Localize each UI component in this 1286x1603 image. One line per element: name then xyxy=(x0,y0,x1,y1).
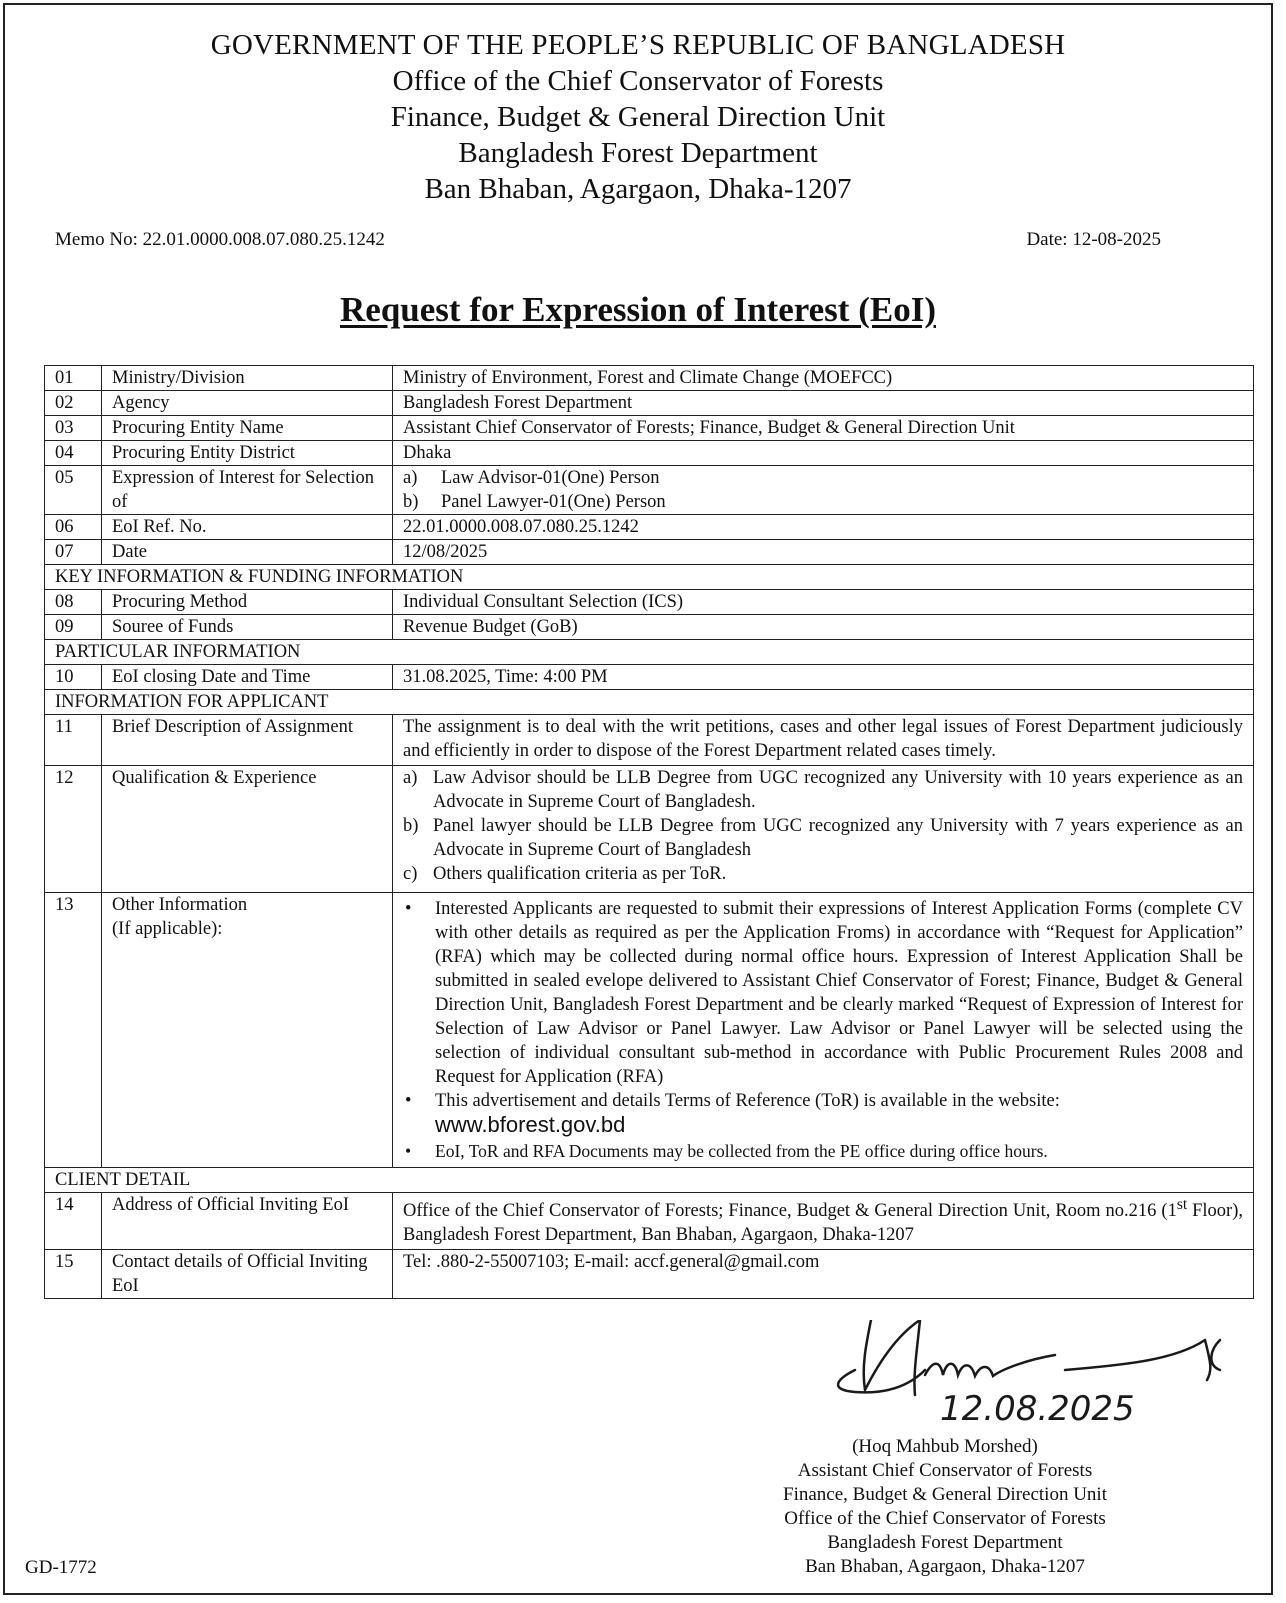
table-row xyxy=(45,540,1254,565)
section-row xyxy=(45,640,1254,665)
row-value xyxy=(393,766,1254,893)
eoi-table xyxy=(44,365,1254,1299)
item-text: Interested Applicants are requested to submit their expressions of Interest Application Forms (complete CV with other details as required as per the Application Froms) in accordance with “Request for Application” (RFA) which may be collected during normal office hours. Expression of Interest Application Shall be submitted in sealed evelope delivered to Assistant Chief Conservator of Forest; Finance, Budget & General Direction Unit, Bangladesh Forest Department and be clearly marked “Request of Expression of Interest for Selection of Law Advisor or Panel Lawyer. Law Advisor or Panel Lawyer will be selected using the selection of individual consultant sub-method in accordance with Public Procurement Rules 2008 and Request for Application (RFA) xyxy=(435,899,1243,1087)
table-row xyxy=(45,893,1254,1168)
section-row xyxy=(45,690,1254,715)
website-note: This advertisement and details Terms of Reference (ToR) is available in the website: xyxy=(435,1091,1060,1111)
signature-block xyxy=(825,1320,1245,1430)
item-text: Panel Lawyer-01(One) Person xyxy=(441,492,666,512)
row-label: Expression of Interest for Selection of xyxy=(102,466,393,515)
item-marker: b) xyxy=(403,816,419,836)
row-number: 12 xyxy=(45,766,102,893)
row-number: 04 xyxy=(45,441,102,466)
list-item xyxy=(403,897,1243,1089)
item-text: Panel lawyer should be LLB Degree from UGC recognized any University with 7 years experience as an Advocate in Supreme Court of Bangladesh xyxy=(433,816,1243,860)
item-marker: b) xyxy=(403,492,419,512)
list-item xyxy=(403,862,1243,886)
row-value: Bangladesh Forest Department xyxy=(393,391,1254,416)
list-item xyxy=(403,466,1243,490)
row-number: 14 xyxy=(45,1193,102,1250)
signature-date: 12.08.2025 xyxy=(940,1389,1135,1429)
footer-code: GD-1772 xyxy=(25,1557,97,1578)
row-value: Dhaka xyxy=(393,441,1254,466)
letterhead xyxy=(5,27,1271,207)
list-item xyxy=(403,1089,1243,1139)
row-number: 15 xyxy=(45,1250,102,1299)
address-part: Floor), Bangladesh Forest Department, Ban Bhaban, Agargaon, Dhaka-1207 xyxy=(403,1201,1243,1246)
signatory-office: Office of the Chief Conservator of Forests xyxy=(784,1508,1106,1529)
row-number: 02 xyxy=(45,391,102,416)
table-row xyxy=(45,416,1254,441)
row-value: Tel: .880-2-55007103; E-mail: accf.general@gmail.com xyxy=(393,1250,1254,1299)
row-value: 31.08.2025, Time: 4:00 PM xyxy=(393,665,1254,690)
row-label xyxy=(102,893,393,1168)
government-heading: GOVERNMENT OF THE PEOPLE’S REPUBLIC OF BANGLADESH xyxy=(210,29,1066,61)
item-marker: a) xyxy=(403,768,418,788)
item-marker: a) xyxy=(403,468,418,488)
row-label: Souree of Funds xyxy=(102,615,393,640)
notice-page xyxy=(3,3,1273,1595)
table-row xyxy=(45,766,1254,893)
row-label: Procuring Entity District xyxy=(102,441,393,466)
table-row xyxy=(45,441,1254,466)
signature-scribble xyxy=(825,1320,1245,1430)
section-row xyxy=(45,1168,1254,1193)
table-row xyxy=(45,466,1254,515)
row-label-line: (If applicable): xyxy=(112,919,223,939)
table-row xyxy=(45,515,1254,540)
row-value: Individual Consultant Selection (ICS) xyxy=(393,590,1254,615)
row-label: Qualification & Experience xyxy=(102,766,393,893)
signatory-name: (Hoq Mahbub Morshed) xyxy=(852,1436,1038,1457)
row-number: 11 xyxy=(45,715,102,766)
list-item xyxy=(403,766,1243,814)
row-value: Assistant Chief Conservator of Forests; Finance, Budget & General Direction Unit xyxy=(393,416,1254,441)
item-text xyxy=(435,1089,1243,1139)
row-number: 09 xyxy=(45,615,102,640)
row-number: 10 xyxy=(45,665,102,690)
floor-ordinal: st xyxy=(1176,1196,1188,1213)
row-number: 13 xyxy=(45,893,102,1168)
row-value: Ministry of Environment, Forest and Climate Change (MOEFCC) xyxy=(393,366,1254,391)
signatory-department: Bangladesh Forest Department xyxy=(827,1532,1063,1553)
memo-number: Memo No: 22.01.0000.008.07.080.25.1242 xyxy=(55,229,385,250)
table-row xyxy=(45,615,1254,640)
signatory-block xyxy=(705,1435,1185,1579)
row-label: Brief Description of Assignment xyxy=(102,715,393,766)
bullet-icon: • xyxy=(405,1141,412,1161)
table-row xyxy=(45,391,1254,416)
row-value xyxy=(393,466,1254,515)
section-heading: PARTICULAR INFORMATION xyxy=(45,640,1254,665)
bullet-icon: • xyxy=(405,1091,412,1111)
item-text: EoI, ToR and RFA Documents may be collected from the PE office during office hours. xyxy=(435,1141,1048,1161)
list-item xyxy=(403,814,1243,862)
table-row xyxy=(45,1193,1254,1250)
address-part: Office of the Chief Conservator of Forests; Finance, Budget & General Direction Unit, Room no.216 (1 xyxy=(403,1201,1177,1222)
row-label-line: Other Information xyxy=(112,895,248,915)
row-value xyxy=(393,1193,1254,1250)
list-item xyxy=(403,1139,1243,1163)
row-number: 06 xyxy=(45,515,102,540)
table-row xyxy=(45,715,1254,766)
row-value xyxy=(393,893,1254,1168)
table-row xyxy=(45,665,1254,690)
row-value: Revenue Budget (GoB) xyxy=(393,615,1254,640)
row-value: 12/08/2025 xyxy=(393,540,1254,565)
department-heading: Bangladesh Forest Department xyxy=(458,137,818,169)
row-label: Procuring Method xyxy=(102,590,393,615)
signatory-designation: Assistant Chief Conservator of Forests xyxy=(797,1460,1093,1481)
section-row xyxy=(45,565,1254,590)
notice-title: Request for Expression of Interest (EoI) xyxy=(340,290,936,329)
item-marker: c) xyxy=(403,864,418,884)
section-heading: KEY INFORMATION & FUNDING INFORMATION xyxy=(45,565,1254,590)
section-heading: INFORMATION FOR APPLICANT xyxy=(45,690,1254,715)
row-number: 03 xyxy=(45,416,102,441)
row-label: Contact details of Official Inviting EoI xyxy=(102,1250,393,1299)
section-heading: CLIENT DETAIL xyxy=(45,1168,1254,1193)
bullet-icon: • xyxy=(405,899,412,919)
row-value: 22.01.0000.008.07.080.25.1242 xyxy=(393,515,1254,540)
signatory-address: Ban Bhaban, Agargaon, Dhaka-1207 xyxy=(805,1556,1085,1577)
address-heading: Ban Bhaban, Agargaon, Dhaka-1207 xyxy=(424,173,852,205)
row-number: 07 xyxy=(45,540,102,565)
row-number: 08 xyxy=(45,590,102,615)
row-value: The assignment is to deal with the writ petitions, cases and other legal issues of Forest Department judiciously and efficiently in order to dispose of the Forest Department related cases timely. xyxy=(393,715,1254,766)
row-label: Address of Official Inviting EoI xyxy=(102,1193,393,1250)
row-label: Agency xyxy=(102,391,393,416)
memo-row xyxy=(55,229,1161,251)
item-text: Law Advisor should be LLB Degree from UGC recognized any University with 10 years experience as an Advocate in Supreme Court of Bangladesh. xyxy=(433,768,1243,812)
website-link[interactable]: www.bforest.gov.bd xyxy=(435,1112,626,1137)
item-text: Law Advisor-01(One) Person xyxy=(441,468,660,488)
signatory-unit: Finance, Budget & General Direction Unit xyxy=(783,1484,1107,1505)
row-label: EoI Ref. No. xyxy=(102,515,393,540)
list-item xyxy=(403,490,1243,514)
row-label: Date xyxy=(102,540,393,565)
unit-heading: Finance, Budget & General Direction Unit xyxy=(390,101,886,133)
table-row xyxy=(45,1250,1254,1299)
memo-date: Date: 12-08-2025 xyxy=(1026,229,1161,250)
table-row xyxy=(45,590,1254,615)
item-text: Others qualification criteria as per ToR. xyxy=(433,864,727,884)
table-row xyxy=(45,366,1254,391)
row-number: 01 xyxy=(45,366,102,391)
row-label: Ministry/Division xyxy=(102,366,393,391)
office-heading: Office of the Chief Conservator of Forests xyxy=(392,65,884,97)
row-label: Procuring Entity Name xyxy=(102,416,393,441)
row-number: 05 xyxy=(45,466,102,515)
row-label: EoI closing Date and Time xyxy=(102,665,393,690)
